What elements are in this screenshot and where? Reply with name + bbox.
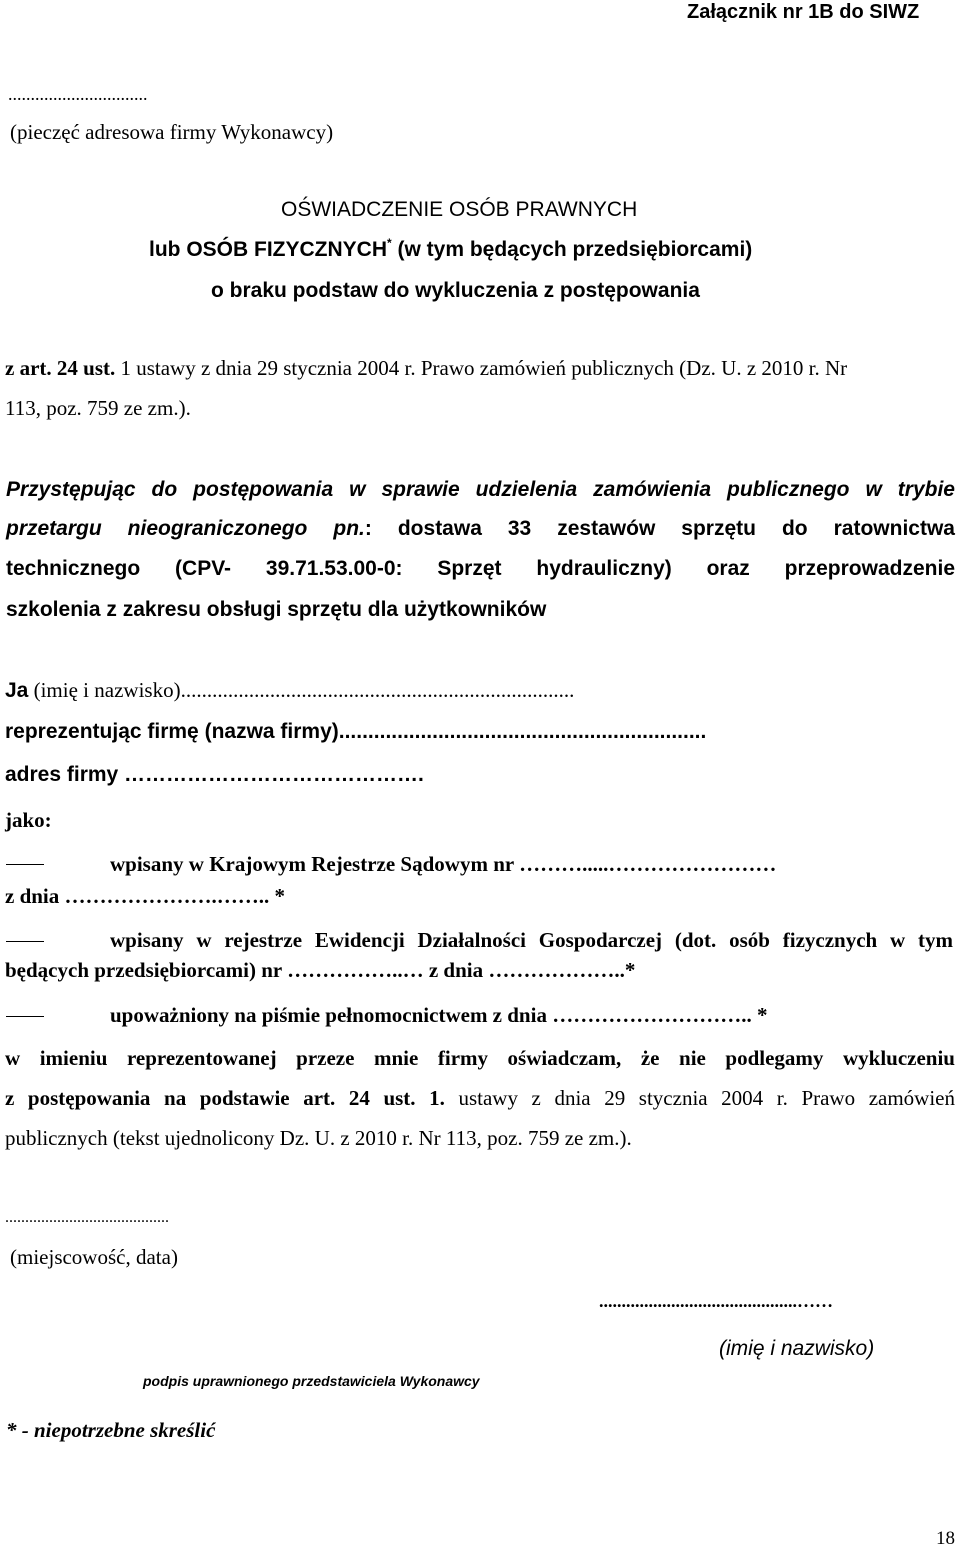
name-field[interactable] <box>5 678 574 703</box>
declaration-line-2 <box>5 1086 955 1126</box>
address-field[interactable]: adres firmy ……………………………………. <box>5 763 424 786</box>
ceidg-option-line-1[interactable]: wpisany w rejestrze Ewidencji Działalności Gospodarczej (dot. osób fizycznych w tym <box>110 928 953 952</box>
intro-tender-mode: przetargu nieograniczonego pn. <box>6 517 365 540</box>
declaration-basis: z postępowania na podstawie art. 24 ust. 1. <box>5 1086 445 1110</box>
intro-subject: : dostawa 33 zestawów sprzętu do ratownictwa <box>364 517 955 540</box>
declaration-line-1: w imieniu reprezentowanej przeze mnie firmy oświadczam, że nie podlegamy wykluczeniu <box>5 1046 955 1070</box>
name-hint: (imię i nazwisko)........................................................................... <box>28 678 575 702</box>
legal-basis-art: z art. 24 ust. <box>5 356 116 380</box>
intro-line-3: technicznego (CPV- 39.71.53.00-0: Sprzęt hydrauliczny) oraz przeprowadzenie <box>6 557 955 580</box>
title-line-2-a: lub OSÓB FIZYCZNYCH <box>149 238 387 261</box>
signature-rep-caption: podpis uprawnionego przedstawiciela Wykonawcy <box>143 1373 480 1389</box>
footnote: * - niepotrzebne skreślić <box>6 1418 216 1442</box>
company-field[interactable]: reprezentując firmę (nazwa firmy)............................................................... <box>5 720 707 743</box>
signature-name-caption: (imię i nazwisko) <box>719 1337 875 1360</box>
title-footnote-mark: * <box>387 236 392 250</box>
poa-option[interactable]: upoważniony na piśmie pełnomocnictwem z dnia ……………………….. * <box>110 1003 768 1027</box>
page-number: 18 <box>936 1528 955 1549</box>
as-label: jako: <box>5 808 52 832</box>
krs-option-line-1[interactable]: wpisany w Krajowym Rejestrze Sądowym nr ……….....…………………… <box>110 852 777 876</box>
place-date-caption: (miejscowość, data) <box>10 1245 178 1269</box>
declaration-line-3: publicznych (tekst ujednolicony Dz. U. z 2010 r. Nr 113, poz. 759 ze zm.). <box>5 1126 632 1150</box>
ceidg-dash <box>6 941 44 942</box>
intro-line-2 <box>6 517 955 557</box>
krs-option-line-2[interactable]: z dnia ………………….…….. * <box>5 884 286 908</box>
title-line-2 <box>149 238 752 262</box>
poa-dash <box>6 1016 44 1017</box>
stamp-caption: (pieczęć adresowa firmy Wykonawcy) <box>10 120 334 144</box>
declaration-act: ustawy z dnia 29 stycznia 2004 r. Prawo zamówień <box>444 1086 955 1110</box>
signature-dots: ............................................…… <box>599 1291 833 1311</box>
title-line-3: o braku podstaw do wykluczenia z postępowania <box>211 279 700 302</box>
intro-line-4: szkolenia z zakresu obsługi sprzętu dla użytkowników <box>6 598 547 621</box>
intro-line-1: Przystępując do postępowania w sprawie udzielenia zamówienia publicznego w trybie <box>6 478 955 501</box>
ceidg-option-line-2[interactable]: będących przedsiębiorcami) nr ……………..… z dnia ………………..* <box>5 958 636 982</box>
legal-basis-line-2: 113, poz. 759 ze zm.). <box>5 396 191 420</box>
name-label: Ja <box>5 679 29 702</box>
stamp-dots: ............................... <box>8 84 148 104</box>
krs-dash <box>6 864 44 865</box>
title-line-1: OŚWIADCZENIE OSÓB PRAWNYCH <box>281 198 638 221</box>
attachment-label: Załącznik nr 1B do SIWZ <box>687 1 920 23</box>
place-date-dots: ......................................... <box>5 1209 169 1226</box>
title-line-2-b: (w tym będących przedsiębiorcami) <box>391 238 753 261</box>
legal-basis-rest: 1 ustawy z dnia 29 stycznia 2004 r. Prawo zamówień publicznych (Dz. U. z 2010 r. Nr <box>115 356 848 380</box>
legal-basis-line-1 <box>5 356 847 381</box>
